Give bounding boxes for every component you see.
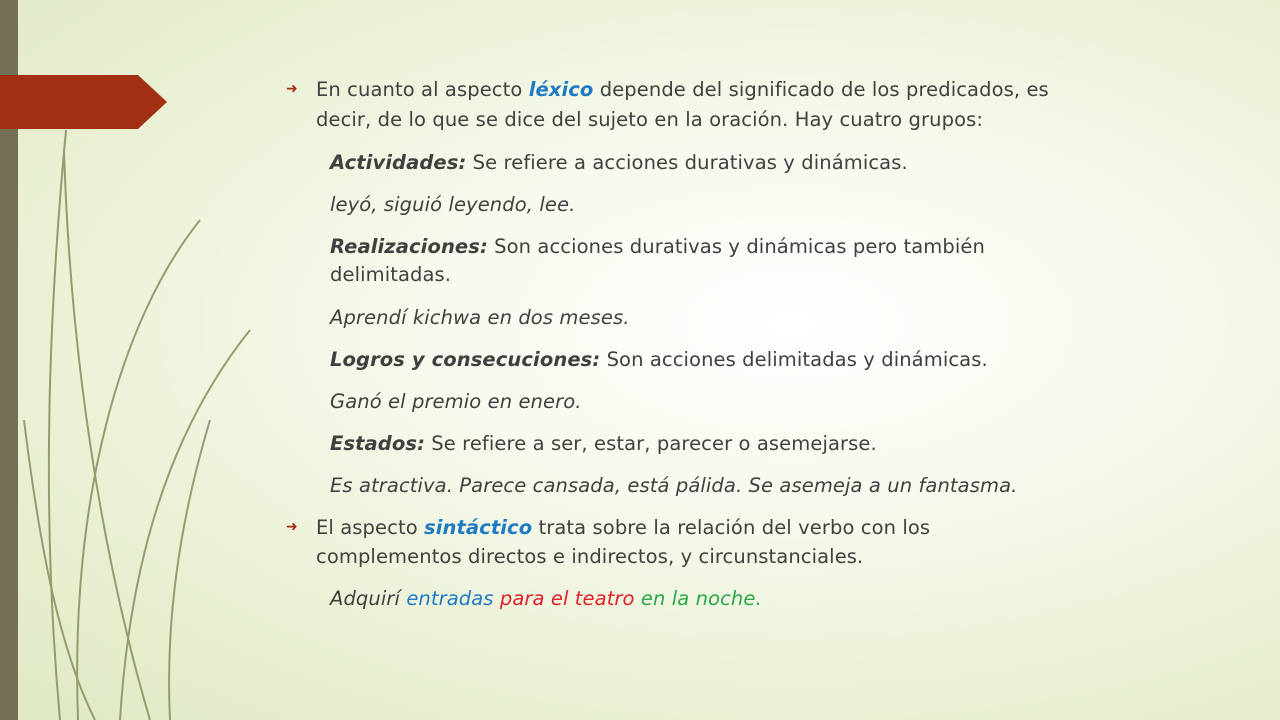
bullet-lexico-line2: decir, de lo que se dice del sujeto en la oración. Hay cuatro grupos: <box>316 108 984 131</box>
logros-line <box>330 345 988 375</box>
bullet-sintactico-line1 <box>316 513 930 543</box>
text: Son acciones delimitadas y dinámicas. <box>600 348 988 371</box>
text: Se refiere a acciones durativas y dinámicas. <box>466 151 908 174</box>
text: En cuanto al aspecto <box>316 78 529 101</box>
text: Son acciones durativas y dinámicas pero también <box>487 235 985 258</box>
text: El aspecto <box>316 516 425 539</box>
arrow-right-icon: ➜ <box>286 81 298 97</box>
term-sintactico: sintáctico <box>424 516 533 539</box>
label-logros: Logros y consecuciones: <box>330 348 601 371</box>
text: Se refiere a ser, estar, parecer o asemejarse. <box>424 432 877 455</box>
realizaciones-line2: delimitadas. <box>330 263 452 286</box>
realizaciones-line1 <box>330 232 985 262</box>
example-logros: Ganó el premio en enero. <box>330 390 582 413</box>
bullet-sintactico-line2: complementos directos e indirectos, y circunstanciales. <box>316 545 864 568</box>
example-circumstantial: en la noche <box>640 587 756 610</box>
term-lexico: léxico <box>528 78 594 101</box>
label-actividades: Actividades: <box>330 151 467 174</box>
example-sintactico <box>330 584 762 614</box>
example-verb: Adquirí <box>330 587 407 610</box>
example-estados: Es atractiva. Parece cansada, está pálida. Se asemeja a un fantasma. <box>330 474 1018 497</box>
actividades-line <box>330 148 908 178</box>
label-estados: Estados: <box>330 432 425 455</box>
arrow-right-icon: ➜ <box>286 519 298 535</box>
text: . <box>755 587 762 610</box>
example-actividades: leyó, siguió leyendo, lee. <box>330 193 576 216</box>
text: depende del significado de los predicados, es <box>593 78 1049 101</box>
estados-line <box>330 429 877 459</box>
text: trata sobre la relación del verbo con los <box>532 516 931 539</box>
example-indirect-object: para el teatro <box>499 587 635 610</box>
example-realizaciones: Aprendí kichwa en dos meses. <box>330 306 630 329</box>
bullet-lexico-line1 <box>316 75 1049 105</box>
label-realizaciones: Realizaciones: <box>330 235 488 258</box>
example-direct-object: entradas <box>406 587 494 610</box>
